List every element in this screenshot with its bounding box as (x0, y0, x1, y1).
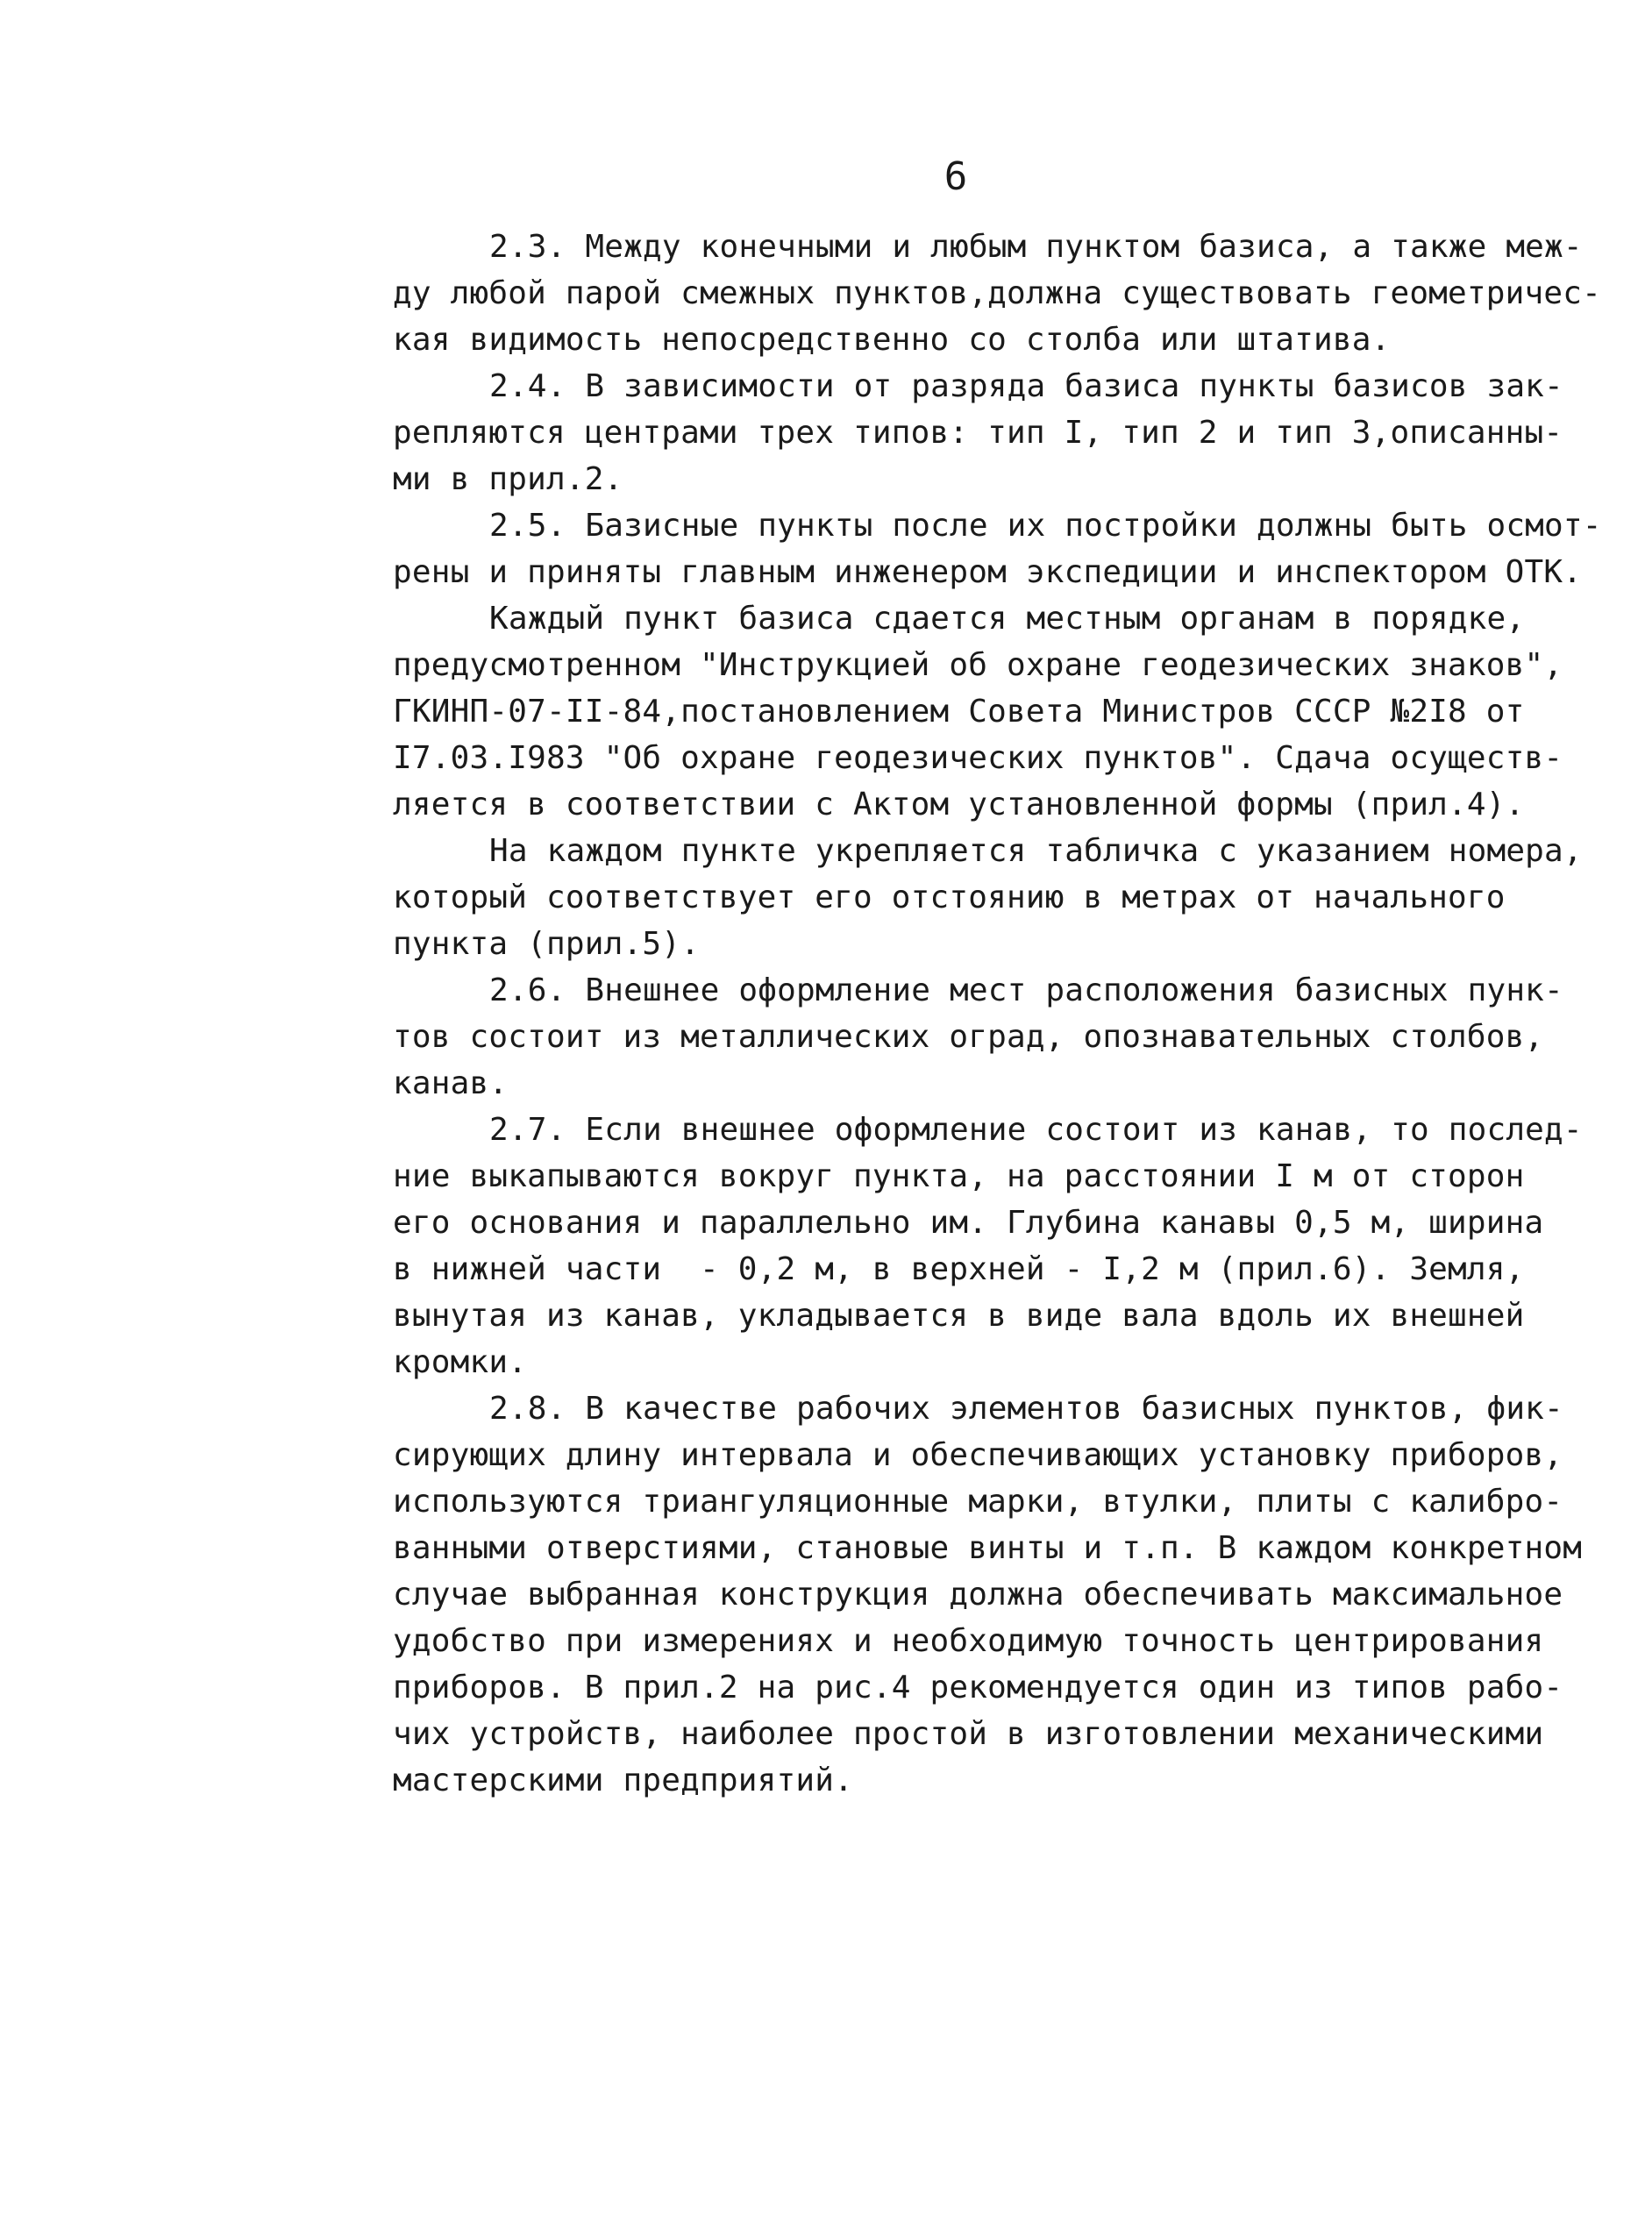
paragraph-line: ляется в соответствии с Актом установленной формы (прил.4). (393, 787, 1525, 823)
paragraph-line: пункта (прил.5). (393, 926, 700, 962)
paragraph-first-line: 2.5. Базисные пункты после их постройки должны быть осмот- (489, 508, 1602, 544)
paragraph-line: удобство при измерениях и необходимую точность центрирования (393, 1623, 1544, 1659)
paragraph-line: сирующих длину интервала и обеспечивающих установку приборов, (393, 1437, 1563, 1473)
paragraph-line: используются триангуляционные марки, втулки, плиты с калибро- (393, 1484, 1563, 1520)
paragraph-first-line: 2.3. Между конечными и любым пунктом базиса, а также меж- (489, 229, 1583, 265)
paragraph-line: кая видимость непосредственно со столба или штатива. (393, 322, 1391, 358)
paragraph-first-line: 2.7. Если внешнее оформление состоит из канав, то послед- (489, 1112, 1583, 1148)
paragraph-first-line: На каждом пункте укрепляется табличка с указанием номера, (489, 833, 1583, 869)
paragraph-line: случае выбранная конструкция должна обеспечивать максимальное (393, 1577, 1563, 1613)
paragraph-line: в нижней части - 0,2 м, в верхней - I,2 м (прил.6). Земля, (393, 1251, 1525, 1287)
paragraph-line: ванными отверстиями, становые винты и т.п. В каждом конкретном (393, 1530, 1583, 1566)
paragraph-line: чих устройств, наиболее простой в изготовлении механическими (393, 1716, 1544, 1752)
paragraph-line: мастерскими предприятий. (393, 1763, 853, 1798)
paragraph-line: который соответствует его отстоянию в метрах от начального (393, 879, 1506, 915)
paragraph-line: вынутая из канав, укладывается в виде вала вдоль их внешней (393, 1298, 1525, 1334)
paragraph-line: I7.03.I983 "Об охране геодезических пунктов". Сдача осуществ- (393, 740, 1563, 776)
paragraph-line: ми в прил.2. (393, 461, 623, 497)
paragraph-line: ду любой парой смежных пунктов,должна существовать геометричес- (393, 275, 1602, 311)
paragraph-first-line: 2.6. Внешнее оформление мест расположения базисных пунк- (489, 972, 1563, 1008)
paragraph-first-line: Каждый пункт базиса сдается местным органам в порядке, (489, 601, 1526, 637)
paragraph-first-line: 2.8. В качестве рабочих элементов базисных пунктов, фик- (489, 1391, 1563, 1427)
paragraph-line: рены и приняты главным инженером экспедиции и инспектором ОТК. (393, 554, 1583, 590)
paragraph-line: предусмотренном "Инструкцией об охране геодезических знаков", (393, 647, 1563, 683)
paragraph-line: канав. (393, 1065, 509, 1101)
paragraph-first-line: 2.4. В зависимости от разряда базиса пункты базисов зак- (489, 368, 1563, 404)
paragraph-line: ние выкапываются вокруг пункта, на расстоянии I м от сторон (393, 1158, 1525, 1194)
paragraph-line: приборов. В прил.2 на рис.4 рекомендуется один из типов рабо- (393, 1670, 1563, 1706)
paragraph-line: его основания и параллельно им. Глубина канавы 0,5 м, ширина (393, 1205, 1544, 1241)
paragraph-line: тов состоит из металлических оград, опознавательных столбов, (393, 1019, 1544, 1055)
paragraph-line: репляются центрами трех типов: тип I, тип 2 и тип 3,описанны- (393, 415, 1563, 451)
paragraph-line: ГКИНП-07-II-84,постановлением Совета Министров СССР №2I8 от (393, 694, 1525, 730)
paragraph-line: кромки. (393, 1344, 528, 1380)
body-text (393, 224, 1602, 1804)
page-number: 6 (943, 154, 968, 199)
